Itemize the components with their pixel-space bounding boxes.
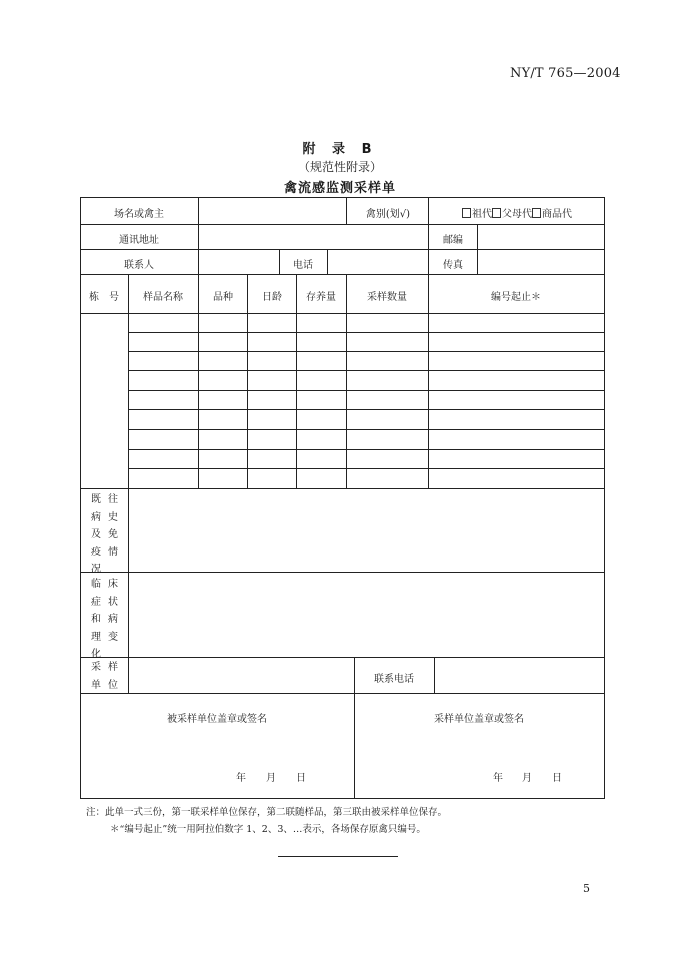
grandparent-option-label: 祖代 — [472, 209, 492, 220]
col-header-stock: 存养量 — [306, 292, 336, 303]
end-rule — [278, 856, 398, 857]
sampled-date-month: 月 — [266, 773, 276, 784]
contact-phone-label: 联系电话 — [374, 674, 414, 685]
poultry-category-label: 禽别(划√) — [365, 209, 411, 220]
contact-person-label: 联系人 — [124, 260, 154, 271]
sampled-date-year: 年 — [236, 773, 246, 784]
form-title: 禽流感监测采样单 — [283, 181, 396, 196]
document-number: NY/T 765—2004 — [510, 66, 621, 81]
sampler-date-year: 年 — [493, 773, 503, 784]
sampled-date-day: 日 — [296, 773, 306, 784]
sampling-unit-label: 采样单位 — [91, 662, 125, 691]
parent-stock-checkbox[interactable] — [492, 208, 501, 218]
commercial-checkbox[interactable] — [532, 208, 541, 218]
col-header-building: 栋 号 — [89, 292, 119, 303]
sampler-date-month: 月 — [522, 773, 532, 784]
appendix-title: 附 录 B — [302, 142, 378, 157]
fax-label: 传真 — [443, 260, 463, 271]
commercial-option-label: 商品代 — [542, 209, 572, 220]
farm-owner-label: 场名或禽主 — [114, 209, 164, 220]
history-immunization-label: 既往病史及免疫情况 — [91, 494, 125, 576]
page-number: 5 — [583, 882, 590, 895]
poultry-category-options — [462, 205, 572, 220]
grandparent-checkbox[interactable] — [462, 208, 471, 218]
footnote-numbering: ＊“编号起止”统一用阿拉伯数字 1、2、3、…表示，各场保存原禽只编号。 — [110, 824, 426, 835]
parent-stock-option-label: 父母代 — [502, 209, 532, 220]
address-label: 通讯地址 — [119, 235, 159, 246]
col-header-age: 日龄 — [262, 292, 282, 303]
sampler-date-day: 日 — [552, 773, 562, 784]
footnote-copies: 注：此单一式三份，第一联采样单位保存，第二联随样品，第三联由被采样单位保存。 — [86, 807, 448, 818]
col-header-breed: 品种 — [213, 292, 233, 303]
phone-label: 电话 — [293, 260, 313, 271]
postcode-label: 邮编 — [443, 235, 463, 246]
sampler-unit-signature-label: 采样单位盖章或签名 — [434, 714, 524, 725]
col-header-sample-name: 样品名称 — [143, 292, 183, 303]
appendix-nature: （规范性附录） — [297, 160, 382, 174]
sampled-unit-signature-label: 被采样单位盖章或签名 — [167, 714, 267, 725]
col-header-sample-count: 采样数量 — [367, 292, 407, 303]
col-header-number-range: 编号起止＊ — [491, 292, 541, 303]
clinical-pathology-label: 临床症状和病理变化 — [91, 579, 125, 661]
